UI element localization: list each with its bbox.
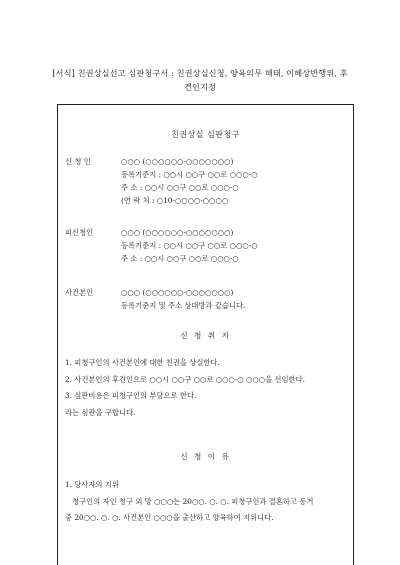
reasons-list (65, 477, 351, 527)
respondent-address: 주 소 : ○○시 ○○구 ○○로 ○○○-○ (121, 254, 239, 263)
purpose-item-1: 1. 피청구인의 사건본인에 대한 친권을 상실한다. (65, 358, 220, 367)
header-line-1: [서식] 친권상실선고 심판청구서 : 친권상실신청, 양육의무 해태, 이혜상반행위, 후 (52, 68, 348, 78)
purpose-heading: 신 청 취 지 (180, 331, 231, 340)
principal-name: ○○○ (○○○○○○-○○○○○○○) (121, 288, 234, 297)
reason-item-1-line-2: 중 20○○. ○. ○. 사건본인 ○○○을 출산하고 양육하여 지위니다. (65, 513, 274, 522)
petitioner-phone: (연 락 처 : ○10-○○○○-○○○○ (121, 196, 229, 205)
form-title: 친권상실 심판청구 (171, 130, 240, 139)
reason-item-1-line-1: 청구인의 자인 청구 외 망 ○○○는 20○○. ○. ○. 피청구인과 결혼하고 동거 (72, 496, 314, 506)
reason-item-1-title: 1. 당사자의 지위 (65, 480, 119, 489)
petitioner-name: ○○○ (○○○○○○-○○○○○○○) (121, 157, 234, 166)
purpose-closing: 라는 심판을 구합니다. (65, 407, 136, 417)
form-box (57, 104, 354, 565)
reasons-heading: 신 청 이 유 (180, 452, 231, 461)
principal-registry: 등록기준지 및 주소 상대방과 같습니다. (121, 301, 246, 310)
petitioner-registry: 등록기준지 : ○○시 ○○구 ○○로 ○○○-○ (121, 170, 258, 179)
purpose-item-3: 3. 심판비용은 피청구인의 부담으로 한다. (65, 391, 197, 400)
header-line-2: 견인지정 (183, 82, 217, 92)
respondent-registry: 등록기준지 : ○○시 ○○구 ○○로 ○○○-○ (121, 241, 258, 250)
document-header (30, 66, 370, 94)
petitioner-address: 주 소 : ○○시 ○○구 ○○로 ○○○-○ (121, 183, 239, 192)
respondent-role: 피신청인 (65, 228, 94, 237)
principal-role: 사건본인 (65, 288, 94, 297)
purpose-list (65, 355, 351, 421)
petitioner-role: 신 청 인 (65, 157, 91, 166)
respondent-name: ○○○ (○○○○○○-○○○○○○○) (121, 228, 234, 237)
purpose-item-2: 2. 사건본인의 후견인으로 ○○시 ○○구 ○○로 ○○○-○ ○○○을 선임한다. (65, 374, 305, 384)
